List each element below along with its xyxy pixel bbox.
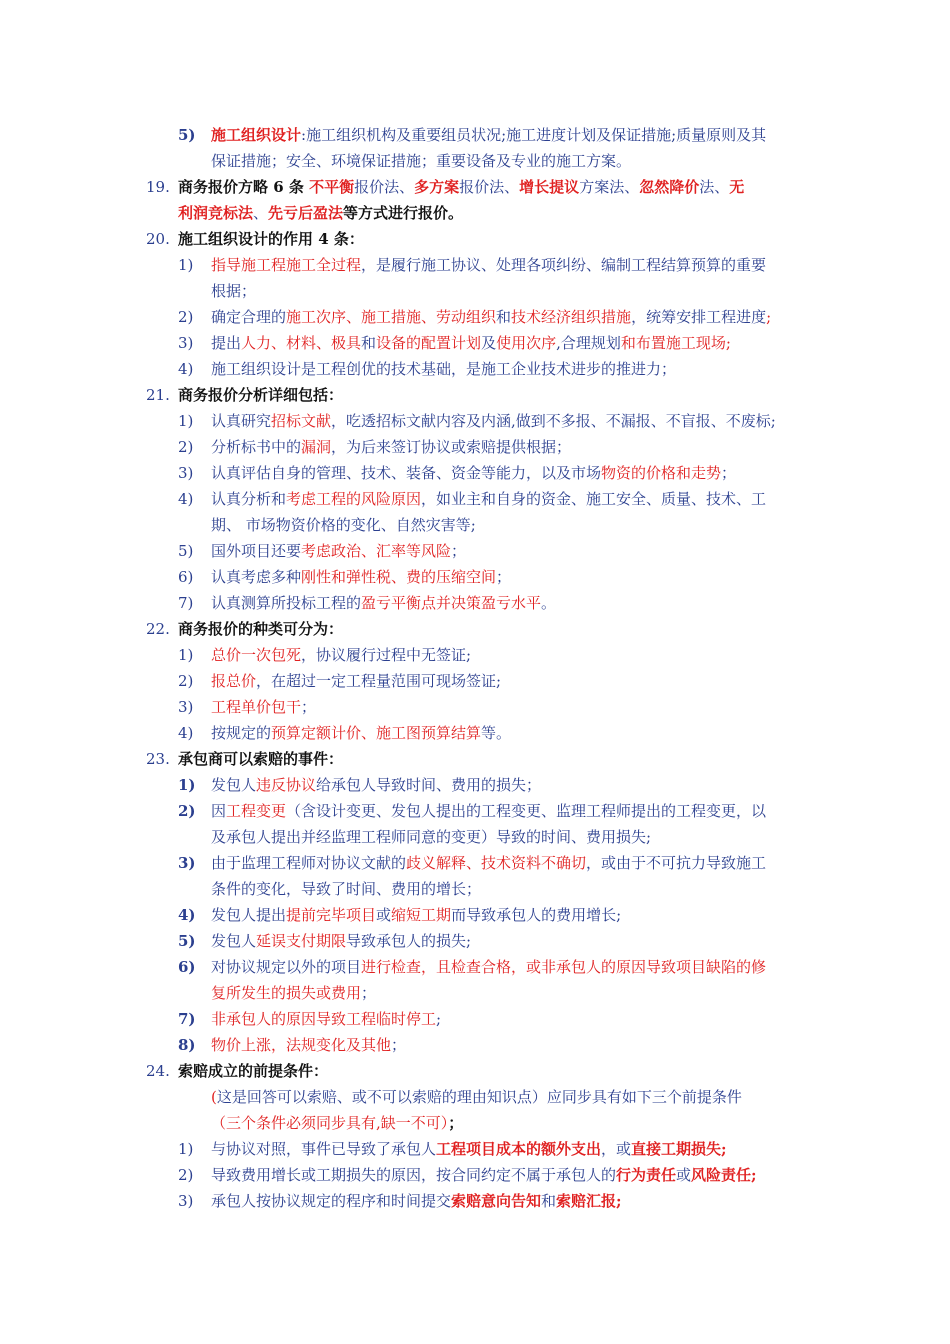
- text-run: 工程项目成本的额外支出: [436, 1140, 602, 1158]
- text-run: 施工组织设计: [211, 126, 302, 144]
- text-run: ;: [766, 308, 772, 326]
- text-run: 保证措施；安全、环境保证措施；重要设备及专业的施工方案。: [211, 152, 632, 170]
- text-run: 这是回答可以索赔、或不可以索赔的理由知识点）应同步具有如下三个前提条件: [216, 1088, 742, 1106]
- list-number: 5): [178, 542, 194, 560]
- text-run: ，或: [601, 1140, 632, 1158]
- text-run: 布置施工现场;: [635, 334, 731, 352]
- list-number: 8): [178, 1036, 196, 1054]
- item-21-3: [0, 460, 950, 486]
- text-run: 按规定的: [211, 724, 272, 742]
- list-number: 3): [178, 1192, 194, 1210]
- text-run: 及: [481, 334, 497, 352]
- list-number: 1): [178, 256, 194, 274]
- text-run: 风险责任;: [691, 1166, 757, 1184]
- item-24: [0, 1058, 950, 1084]
- line-text: [211, 356, 676, 382]
- item-21-6: [0, 564, 950, 590]
- text-run: 认真研究: [211, 412, 272, 430]
- text-run: 提出: [211, 334, 242, 352]
- list-number: 4): [178, 906, 196, 924]
- list-number: 3): [178, 334, 194, 352]
- text-run: 方案法、: [579, 178, 640, 196]
- text-run: 设备的配置计划: [376, 334, 482, 352]
- text-run: 和: [541, 1192, 557, 1210]
- list-number: 1): [178, 1140, 194, 1158]
- text-run: 国外项目还要: [211, 542, 302, 560]
- line-text: [211, 512, 476, 538]
- text-run: 不平衡: [309, 178, 355, 196]
- item-20-4: [0, 356, 950, 382]
- text-run: 由于监理工程师对协议文献的: [211, 854, 407, 872]
- list-number: 2): [178, 1166, 194, 1184]
- text-run: 物价上涨，法规变化及其他: [211, 1036, 392, 1054]
- text-run: 延误支付期限: [256, 932, 347, 950]
- line-text: [211, 252, 766, 278]
- text-run: 及承包人提出并经监理工程师同意的变更）导致的时间、费用损失;: [211, 828, 652, 846]
- list-number: 3): [178, 464, 194, 482]
- list-number: 4): [178, 724, 194, 742]
- list-number: 3): [178, 854, 196, 872]
- line-text: [211, 1032, 406, 1058]
- text-run: 或: [376, 906, 392, 924]
- text-run: 技术经济组织措施: [511, 308, 632, 326]
- text-run: ，如业主和自身的资金、施工安全、质量、技术、工: [421, 490, 767, 508]
- item-23-3: [0, 850, 950, 876]
- text-run: 物资的价格和走势: [601, 464, 722, 482]
- item-20: [0, 226, 950, 252]
- text-run: 发包人提出: [211, 906, 287, 924]
- text-run: 刚性和弹性税、费的压缩空间: [301, 568, 497, 586]
- text-run: 认真测算所投标工程的: [211, 594, 362, 612]
- item-23: [0, 746, 950, 772]
- text-run: 违反协议: [256, 776, 317, 794]
- document-content: [0, 122, 950, 1214]
- list-number: 24.: [146, 1062, 170, 1080]
- line-text: [211, 668, 501, 694]
- text-run: ，协议履行过程中无签证;: [301, 646, 472, 664]
- line-text: [178, 174, 744, 200]
- item-21-4-continuation: [0, 512, 950, 538]
- text-run: 报价法、: [459, 178, 520, 196]
- list-number: 3): [178, 698, 194, 716]
- list-number: 1): [178, 646, 194, 664]
- item-20-1: [0, 252, 950, 278]
- item-24-1: [0, 1136, 950, 1162]
- text-run: 歧义解释、技术资料不确切: [406, 854, 587, 872]
- list-number: 7): [178, 594, 194, 612]
- line-text: [211, 278, 256, 304]
- item-23-2-continuation: [0, 824, 950, 850]
- text-run: ；: [721, 464, 737, 482]
- line-text: [211, 122, 766, 148]
- line-text: [211, 408, 776, 434]
- list-number: 2): [178, 438, 194, 456]
- line-text: [211, 928, 471, 954]
- text-run: ，或由于不可抗力导致施工: [586, 854, 767, 872]
- text-run: 商务报价方略 6 条: [178, 178, 310, 196]
- text-run: 等方式进行报价。: [343, 204, 464, 222]
- line-text: [211, 538, 466, 564]
- item-23-6: [0, 954, 950, 980]
- text-run: 商务报价的种类可分为：: [178, 620, 344, 638]
- line-text: [211, 824, 651, 850]
- item-22-1: [0, 642, 950, 668]
- text-run: 总价一次包死: [211, 646, 302, 664]
- text-run: 缩短工期: [391, 906, 452, 924]
- text-run: 直接工期损失;: [631, 1140, 727, 1158]
- text-run: 盈亏平衡点并决策盈亏水平: [361, 594, 542, 612]
- line-text: [211, 1162, 757, 1188]
- text-run: ；: [448, 1114, 464, 1132]
- item-23-7: [0, 1006, 950, 1032]
- item-23-4: [0, 902, 950, 928]
- text-run: 等。: [481, 724, 512, 742]
- line-text: [211, 590, 556, 616]
- line-text: [211, 148, 631, 174]
- item-23-5: [0, 928, 950, 954]
- line-text: [211, 772, 541, 798]
- text-run: ；: [391, 1036, 407, 1054]
- item-24-2: [0, 1162, 950, 1188]
- list-number: 1): [178, 776, 196, 794]
- text-run: 对协议规定以外的项目: [211, 958, 362, 976]
- line-text: [211, 486, 766, 512]
- line-text: [211, 694, 316, 720]
- item-20-3: [0, 330, 950, 356]
- text-run: :施工组织机构及重要组员状况;施工进度计划及保证措施;质量原则及其: [301, 126, 767, 144]
- text-run: （含设计变更、发包人提出的工程变更、监理工程师提出的工程变更，以: [286, 802, 767, 820]
- text-run: ，是履行施工协议、处理各项纠纷、编制工程结算预算的重要: [361, 256, 767, 274]
- line-text: [211, 1188, 622, 1214]
- text-run: 施工组织设计是工程创优的技术基础，是施工企业技术进步的推进力；: [211, 360, 677, 378]
- text-run: （三个条件必须同步具有,缺一不可）: [211, 1114, 449, 1132]
- text-run: ，在超过一定工程量范围可现场签证;: [256, 672, 502, 690]
- list-number: 4): [178, 490, 194, 508]
- text-run: 或: [676, 1166, 692, 1184]
- text-run: ，吃透招标文献内容及内涵,做到不多报、不漏报、不盲报、不废标;: [331, 412, 776, 430]
- item-24-note: [0, 1084, 950, 1110]
- text-run: 施工组织设计的作用 4 条：: [178, 230, 364, 248]
- text-run: ；: [301, 698, 317, 716]
- line-text: [211, 902, 621, 928]
- text-run: 确定合理的: [211, 308, 287, 326]
- line-text: [211, 1110, 463, 1136]
- line-text: [211, 330, 731, 356]
- text-run: 期、 市场物资价格的变化、自然灾害等;: [211, 516, 476, 534]
- text-run: 报总价: [211, 672, 257, 690]
- list-number: 21.: [146, 386, 170, 404]
- text-run: 。: [541, 594, 557, 612]
- text-run: 和: [620, 334, 636, 352]
- line-text: [211, 876, 481, 902]
- text-run: 索赔意向告知: [451, 1192, 542, 1210]
- text-run: 商务报价分析详细包括：: [178, 386, 344, 404]
- text-run: 索赔汇报;: [556, 1192, 622, 1210]
- item-22: [0, 616, 950, 642]
- line-text: [178, 382, 343, 408]
- line-text: [211, 304, 771, 330]
- text-run: ；: [451, 542, 467, 560]
- text-run: 漏洞: [301, 438, 332, 456]
- item-5-continuation: [0, 148, 950, 174]
- text-run: 多方案: [414, 178, 460, 196]
- text-run: 承包人按协议规定的程序和时间提交: [211, 1192, 452, 1210]
- line-text: [211, 850, 766, 876]
- list-number: 6): [178, 958, 196, 976]
- line-text: [211, 460, 736, 486]
- item-5-construction-design: [0, 122, 950, 148]
- list-number: 4): [178, 360, 194, 378]
- line-text: [211, 1084, 742, 1110]
- text-run: 施工次序、施工措施、劳动组织: [286, 308, 497, 326]
- text-run: 承包商可以索赔的事件：: [178, 750, 344, 768]
- list-number: 20.: [146, 230, 170, 248]
- text-run: 提前完毕项目: [286, 906, 377, 924]
- line-text: [211, 980, 376, 1006]
- item-21-4: [0, 486, 950, 512]
- text-run: 认真考虑多种: [211, 568, 302, 586]
- list-number: 2): [178, 672, 194, 690]
- list-number: 2): [178, 308, 194, 326]
- line-text: [178, 200, 463, 226]
- text-run: ,合理规划: [556, 334, 621, 352]
- item-23-3-continuation: [0, 876, 950, 902]
- text-run: 增长提议: [519, 178, 580, 196]
- text-run: (: [211, 1088, 217, 1106]
- text-run: 发包人: [211, 932, 257, 950]
- text-run: 指导施工程施工全过程: [211, 256, 362, 274]
- item-21-2: [0, 434, 950, 460]
- list-number: 7): [178, 1010, 196, 1028]
- item-23-1: [0, 772, 950, 798]
- item-23-6-continuation: [0, 980, 950, 1006]
- list-number: 5): [178, 126, 196, 144]
- text-run: 认真评估自身的管理、技术、装备、资金等能力，以及市场: [211, 464, 602, 482]
- item-19: [0, 174, 950, 200]
- line-text: [178, 226, 364, 252]
- text-run: ，为后来签订协议或索赔提供根据；: [331, 438, 572, 456]
- line-text: [211, 1136, 727, 1162]
- text-run: 因: [211, 802, 227, 820]
- line-text: [211, 954, 766, 980]
- list-number: 2): [178, 802, 196, 820]
- text-run: 而导致承包人的费用增长;: [451, 906, 622, 924]
- line-text: [211, 798, 766, 824]
- line-text: [211, 434, 571, 460]
- text-run: 、: [253, 204, 269, 222]
- text-run: 非承包人的原因导致工程临时停工: [211, 1010, 437, 1028]
- text-run: 法、: [699, 178, 730, 196]
- text-run: 分析标书中的: [211, 438, 302, 456]
- text-run: 利润竞标法: [178, 204, 254, 222]
- line-text: [211, 642, 471, 668]
- list-number: 19.: [146, 178, 170, 196]
- line-text: [211, 720, 511, 746]
- text-run: 进行检查，且检查合格，或非承包人的原因导致项目缺陷的修: [361, 958, 767, 976]
- text-run: 预算定额计价、施工图预算结算: [271, 724, 482, 742]
- text-run: 给承包人导致时间、费用的损失；: [316, 776, 542, 794]
- text-run: ；: [361, 984, 377, 1002]
- item-22-3: [0, 694, 950, 720]
- list-number: 22.: [146, 620, 170, 638]
- text-run: 工程变更: [226, 802, 287, 820]
- item-20-1-continuation: [0, 278, 950, 304]
- text-run: 工程单价包干: [211, 698, 302, 716]
- item-22-2: [0, 668, 950, 694]
- text-run: ;: [436, 1010, 442, 1028]
- text-run: 认真分析和: [211, 490, 287, 508]
- line-text: [211, 564, 511, 590]
- text-run: 无: [729, 178, 745, 196]
- text-run: 索赔成立的前提条件：: [178, 1062, 329, 1080]
- item-20-2: [0, 304, 950, 330]
- text-run: 与协议对照，事件已导致了承包人: [211, 1140, 437, 1158]
- item-22-4: [0, 720, 950, 746]
- text-run: ，统筹安排工程进度: [631, 308, 767, 326]
- text-run: 和: [361, 334, 377, 352]
- list-number: 6): [178, 568, 194, 586]
- line-text: [178, 1058, 328, 1084]
- item-23-2: [0, 798, 950, 824]
- text-run: 忽然降价: [639, 178, 700, 196]
- list-number: 5): [178, 932, 196, 950]
- text-run: 使用次序: [496, 334, 557, 352]
- line-text: [178, 616, 343, 642]
- text-run: 根据；: [211, 282, 257, 300]
- text-run: 人力、材料、极具: [241, 334, 362, 352]
- item-24-note-continuation: [0, 1110, 950, 1136]
- text-run: 发包人: [211, 776, 257, 794]
- text-run: 考虑工程的风险原因: [286, 490, 422, 508]
- text-run: 先亏后盈法: [268, 204, 344, 222]
- text-run: 和: [496, 308, 512, 326]
- text-run: 报价法、: [354, 178, 415, 196]
- text-run: 行为责任: [616, 1166, 677, 1184]
- item-21: [0, 382, 950, 408]
- text-run: 考虑政治、汇率等风险: [301, 542, 452, 560]
- item-24-3: [0, 1188, 950, 1214]
- text-run: 招标文献: [271, 412, 332, 430]
- text-run: 导致承包人的损失;: [346, 932, 472, 950]
- list-number: 23.: [146, 750, 170, 768]
- line-text: [211, 1006, 441, 1032]
- item-23-8: [0, 1032, 950, 1058]
- list-number: 1): [178, 412, 194, 430]
- line-text: [178, 746, 343, 772]
- text-run: ；: [496, 568, 512, 586]
- item-19-continuation: [0, 200, 950, 226]
- text-run: 导致费用增长或工期损失的原因，按合同约定不属于承包人的: [211, 1166, 617, 1184]
- text-run: 条件的变化，导致了时间、费用的增长；: [211, 880, 482, 898]
- item-21-7: [0, 590, 950, 616]
- item-21-5: [0, 538, 950, 564]
- text-run: 复所发生的损失或费用: [211, 984, 362, 1002]
- item-21-1: [0, 408, 950, 434]
